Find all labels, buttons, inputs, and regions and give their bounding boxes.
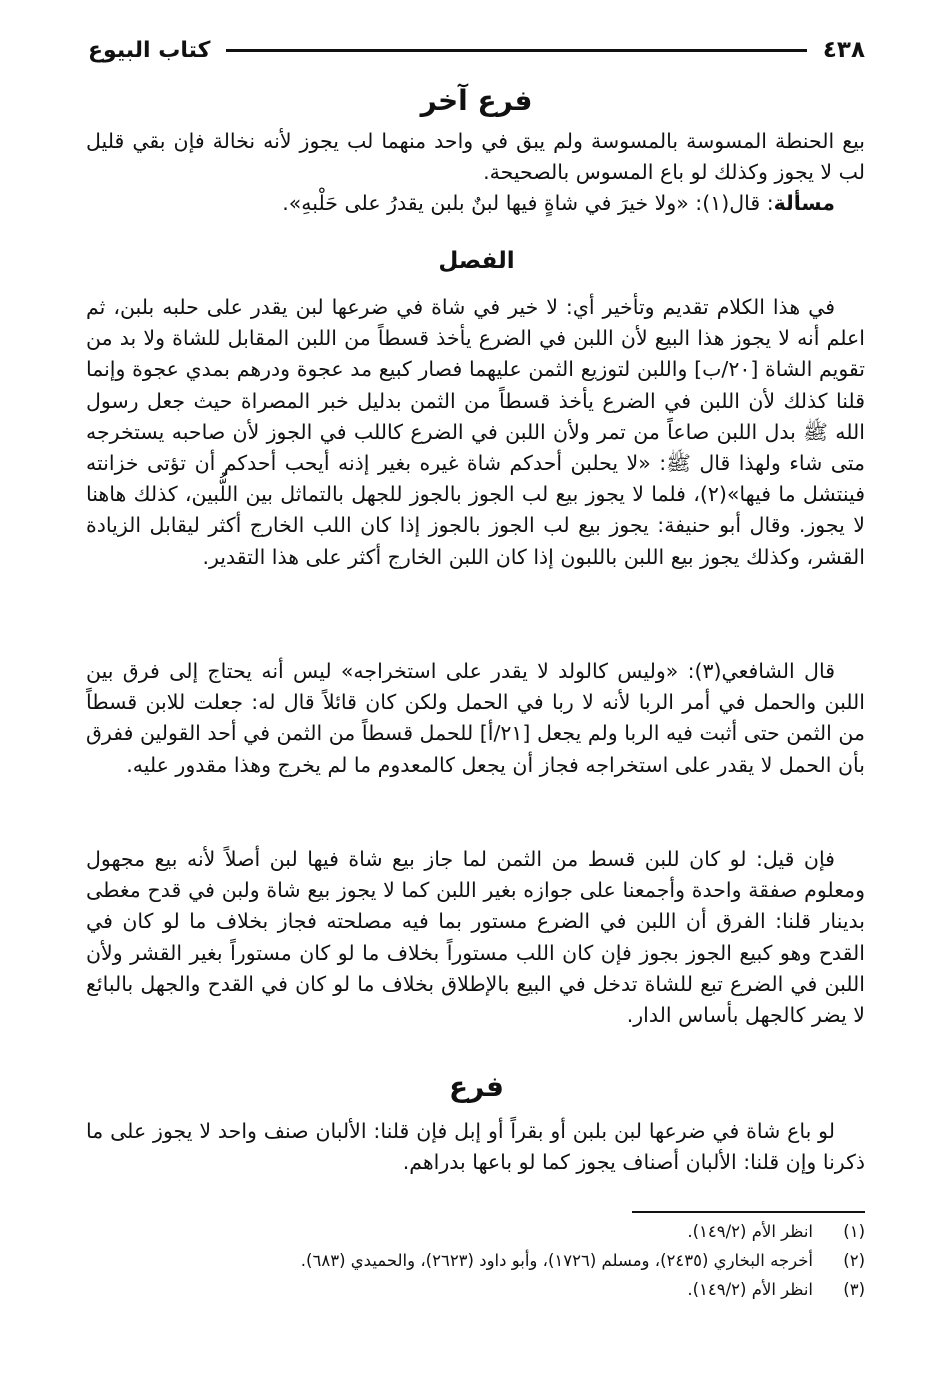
footnote-number: (٣)	[843, 1280, 865, 1299]
header-divider	[226, 49, 806, 52]
footnote-2	[86, 1246, 865, 1275]
footnote-text: انظر الأم (١٤٩/٢).	[687, 1280, 813, 1299]
book-title: كتاب البيوع	[88, 37, 211, 63]
paragraph-2: في هذا الكلام تقديم وتأخير أي: لا خير في شاة في ضرعها لبن يقدر على حلبه بلبن، ثم اعلم أنه لا يجوز هذا البيع لأن اللبن في الضرع يأخذ قسطاً من اللبن المقابل للشاة ولا بد من تقويم الشاة [٢٠/ب] واللبن لتوزيع الثمن عليهما فصار كبيع مد عجوة ودرهم بمدي عجوة وإنما قلنا كذلك لأن اللبن في الضرع يأخذ قسطاً من الثمن بدليل خبر المصراة حيث جعل رسول الله ﷺ بدل اللبن صاعاً من تمر ولأن اللبن في الضرع كاللب في الجوز لأن صاحبه يستخرجه متى شاء ولهذا قال ﷺ: «لا يحلبن أحدكم شاة غيره بغير إذنه أيحب أحدكم أن تؤتى خزانته فينتشل ما فيها»(٢)، فلما لا يجوز بيع لب الجوز بالجوز للجهل بالتماثل بين اللُّبين، كذلك هاهنا لا يجوز. وقال أبو حنيفة: يجوز بيع لب الجوز بالجوز إذا كان اللب الخارج أكثر ليقابل الزيادة القشر، وكذلك يجوز بيع اللبن باللبون إذا كان اللبن الخارج أكثر على هذا التقدير.	[86, 295, 866, 569]
footnote-divider	[632, 1211, 865, 1213]
page-number: ٤٣٨	[822, 37, 865, 63]
masala-line	[86, 188, 865, 219]
section-heading-2: الفصل	[438, 248, 515, 274]
paragraph-4: فإن قيل: لو كان للبن قسط من الثمن لما جاز بيع شاة فيها لبن أصلاً لأنه بيع مجهول ومعلوم صفقة واحدة وأجمعنا على جوازه بغير اللبن كما لا يجوز بيع شاة ولبن في قدح مغطى بدينار قلنا: الفرق أن اللبن في الضرع مستور بما فيه مصلحته فجاز بخلاف ما لو كان في القدح وهو كبيع الجوز بجوز فإن كان اللب مستوراً بخلاف ما لو كان مستوراً بغير القشر ولأن اللبن في الضرع تبع للشاة تدخل في البيع بالإطلاق بخلاف ما لو كان في القدح والجهل بالبائع لا يضر كالجهل بأساس الدار.	[86, 847, 865, 1028]
masala-text: : قال(١): «ولا خيرَ في شاةٍ فيها لبنٌ بلبن يقدرُ على حَلْبهِ».	[282, 191, 774, 216]
masala-label: مسألة	[773, 191, 835, 216]
footnote-1	[86, 1217, 865, 1246]
section-text-1	[86, 126, 865, 220]
footnote-text: أخرجه البخاري (٢٤٣٥)، ومسلم (١٧٢٦)، وأبو داود (٢٦٢٣)، والحميدي (٦٨٣).	[300, 1251, 813, 1270]
page-header	[88, 34, 865, 66]
paragraph-1: بيع الحنطة المسوسة بالمسوسة ولم يبق في واحد منهما لب يجوز لأنه نخالة فإن بقي قليل لب لا يجوز وكذلك لو باع المسوس بالصحيحة.	[86, 129, 865, 185]
footnote-number: (٢)	[843, 1251, 865, 1270]
footnote-3	[86, 1275, 865, 1304]
footnote-number: (١)	[843, 1222, 865, 1241]
section-heading-1: فرع آخر	[420, 84, 533, 117]
paragraph-3: قال الشافعي(٣): «وليس كالولد لا يقدر على استخراجه» ليس أنه يحتاج إلى فرق بين اللبن والحمل في أمر الربا لأنه لا ربا في الحمل ولكن كان قائلاً قال له: جعلت للابن قسطاً من الثمن حتى أثبت فيه الربا ولم يجعل [٢١/أ] للحمل قسطاً من الثمن في أحد القولين ففرق بأن الحمل لا يقدر على استخراجه فجاز أن يجعل كالمعدوم ما لم يخرج وهذا مقدور عليه.	[86, 659, 865, 777]
paragraph-5: لو باع شاة في ضرعها لبن بلبن أو بقراً أو إبل فإن قلنا: الألبان صنف واحد لا يجوز على ما ذكرنا وإن قلنا: الألبان أصناف يجوز كما لو باعها بدراهم.	[86, 1119, 865, 1175]
section-heading-3: فرع	[449, 1070, 504, 1103]
footnote-text: انظر الأم (١٤٩/٢).	[687, 1222, 813, 1241]
footnotes	[86, 1217, 865, 1304]
